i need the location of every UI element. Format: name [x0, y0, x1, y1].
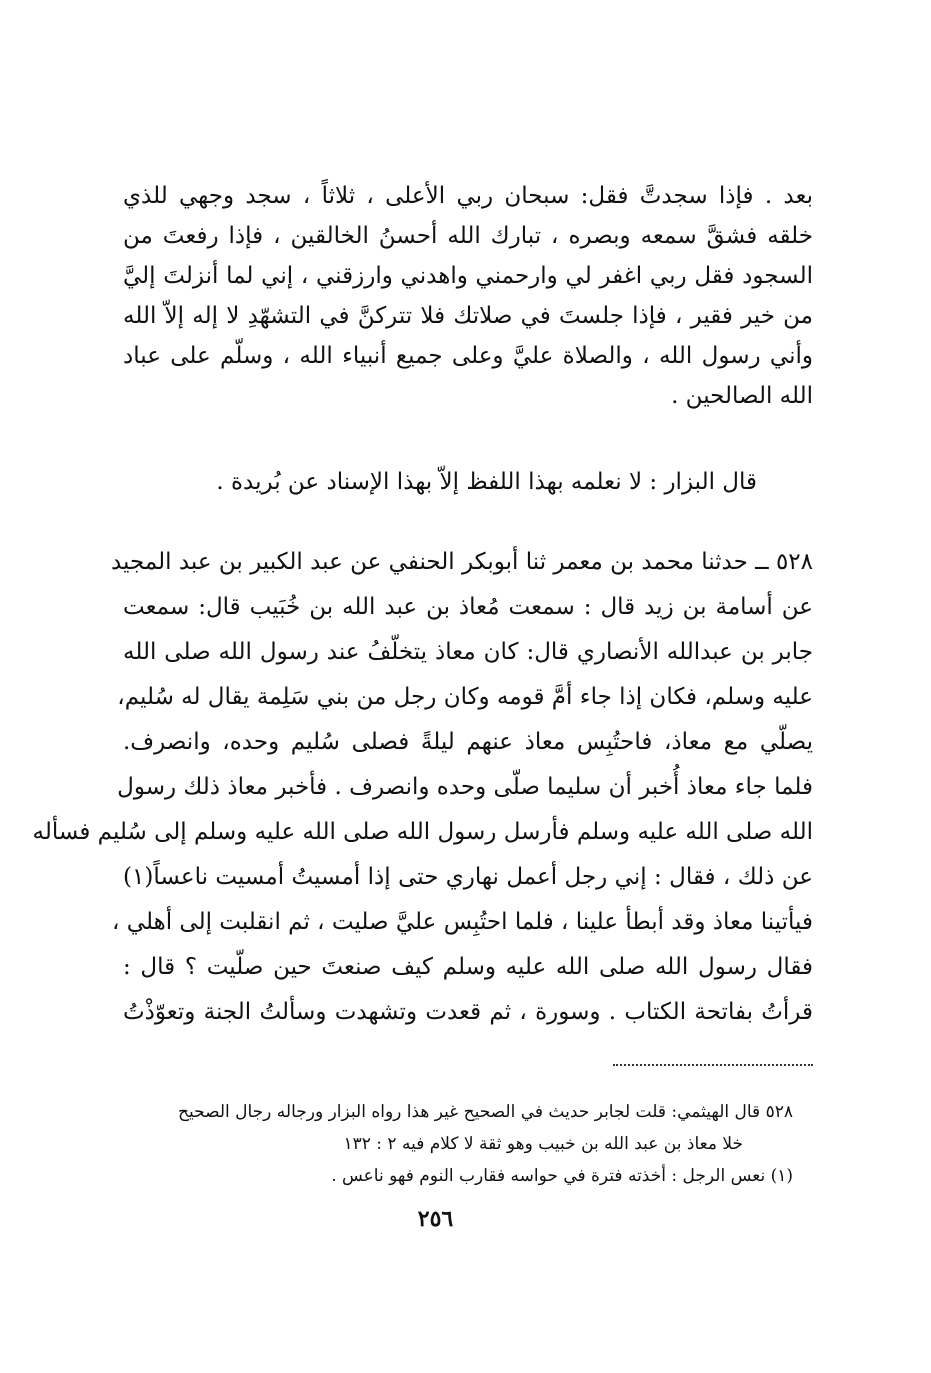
- text-line: فقال رسول الله صلى الله عليه وسلم كيف صنعتَ حين صلّيت ؟ قال :: [123, 954, 813, 980]
- paragraph-hadith-528: [32, 540, 813, 1035]
- text-line: قرأتُ بفاتحة الكتاب . وسورة ، ثم قعدت وتشهدت وسألتُ الجنة وتعوّذْتُ: [123, 999, 813, 1025]
- text-line: الله الصالحين .: [671, 383, 813, 409]
- footnote-line: خلا معاذ بن عبد الله بن خبيب وهو ثقة لا كلام فيه ٢ : ١٣٢: [343, 1134, 743, 1154]
- text-line: عن أسامة بن زيد قال : سمعت مُعاذ بن عبد الله بن خُبَيب قال: سمعت: [123, 594, 813, 620]
- footnote-line: (١) نعس الرجل : أخذته فترة في حواسه فقارب النوم فهو ناعس .: [331, 1166, 793, 1186]
- footnotes: [123, 1096, 793, 1192]
- text-line: وأني رسول الله ، والصلاة عليَّ وعلى جميع أنبياء الله ، وسلّم على عباد: [123, 343, 813, 369]
- text-line: السجود فقل ربي اغفر لي وارحمني واهدني وارزقني ، إني لما أنزلتَ إليَّ: [123, 263, 813, 289]
- text-line: بعد . فإذا سجدتَّ فقل: سبحان ربي الأعلى ، ثلاثاً ، سجد وجهي للذي: [123, 183, 813, 209]
- text-line: يصلّي مع معاذ، فاحتُبِس معاذ عنهم ليلةً فصلى سُليم وحده، وانصرف.: [123, 729, 813, 755]
- text-line: ٥٢٨ ــ حدثنا محمد بن معمر ثنا أبوبكر الحنفي عن عبد الكبير بن عبد المجيد: [110, 549, 813, 575]
- footnote-divider: [613, 1064, 813, 1066]
- page-number: ٢٥٦: [417, 1206, 454, 1232]
- text-line: قال البزار : لا نعلمه بهذا اللفظ إلاّ بهذا الإسناد عن بُريدة .: [216, 469, 757, 495]
- text-line: عليه وسلم، فكان إذا جاء أمَّ قومه وكان رجل من بني سَلِمة يقال له سُليم،: [117, 684, 813, 710]
- paragraph-hadith-continuation: [123, 176, 813, 416]
- text-line: جابر بن عبدالله الأنصاري قال: كان معاذ يتخلّفُ عند رسول الله صلى الله: [123, 639, 813, 665]
- text-line: عن ذلك ، فقال : إني رجل أعمل نهاري حتى إذا أمسيتُ أمسيت ناعساً(١): [123, 864, 813, 890]
- text-line: من خير فقير ، فإذا جلستَ في صلاتك فلا تتركنَّ في التشهّدِ لا إله إلاّ الله: [123, 303, 813, 329]
- text-line: فلما جاء معاذ أُخبر أن سليما صلّى وحده وانصرف . فأخبر معاذ ذلك رسول: [117, 774, 813, 800]
- text-line: خلقه فشقَّ سمعه وبصره ، تبارك الله أحسنُ الخالقين ، فإذا رفعتَ من: [123, 223, 813, 249]
- text-line: فيأتينا معاذ وقد أبطأ علينا ، فلما احتُبِس عليَّ صليت ، ثم انقلبت إلى أهلي ،: [112, 909, 813, 935]
- text-line: الله صلى الله عليه وسلم فأرسل رسول الله صلى الله عليه وسلم إلى سُليم فسأله: [32, 819, 813, 845]
- footnote-line: ٥٢٨ قال الهيثمي: قلت لجابر حديث في الصحيح غير هذا رواه البزار ورجاله رجال الصحيح: [178, 1102, 793, 1122]
- paragraph-bazzar-comment: [123, 462, 813, 502]
